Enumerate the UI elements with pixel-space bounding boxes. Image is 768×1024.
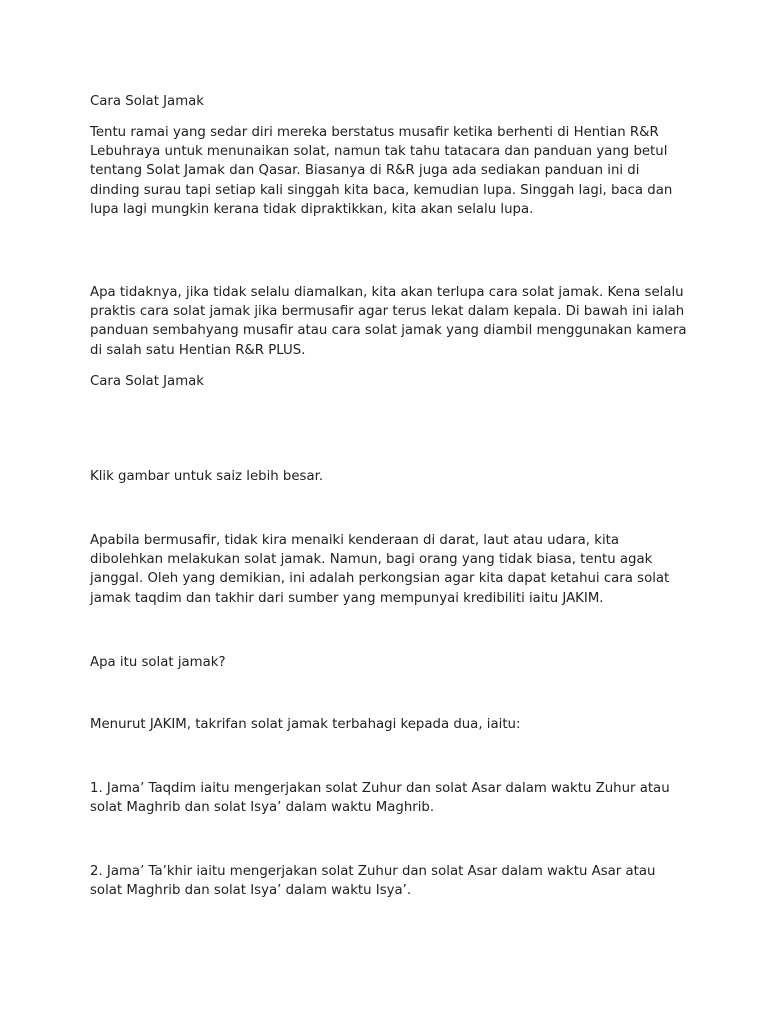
image-caption: Klik gambar untuk saiz lebih besar. [90, 469, 324, 484]
travel-paragraph: Apabila bermusafir, tidak kira menaiki kenderaan di darat, laut atau udara, kita dibolehkan melakukan solat jamak. Namun, bagi orang yang tidak biasa, tentu agak janggal. Oleh yang demikian, ini adalah perkongsian agar kita dapat ketahui cara solat jamak taqdim dan takhir dari sumber yang mempunyai kredibiliti iaitu JAKIM. [90, 533, 670, 606]
definition-paragraph: Menurut JAKIM, takrifan solat jamak terbahagi kepada dua, iaitu: [90, 717, 521, 732]
practice-paragraph: Apa tidaknya, jika tidak selalu diamalkan, kita akan terlupa cara solat jamak. Kena selalu praktis cara solat jamak jika bermusafir agar terus lekat dalam kepala. Di bawah ini ialah panduan sembahyang musafir atau cara solat jamak yang diambil menggunakan kamera di salah satu Hentian R&R PLUS. [90, 285, 687, 358]
list-item: 1. Jama’ Taqdim iaitu mengerjakan solat Zuhur dan solat Asar dalam waktu Zuhur atau solat Maghrib dan solat Isya’ dalam waktu Maghrib. [90, 781, 670, 816]
document-heading: Cara Solat Jamak [90, 94, 205, 109]
section-heading: Cara Solat Jamak [90, 374, 205, 389]
question-heading: Apa itu solat jamak? [90, 655, 226, 670]
list-item: 2. Jama’ Ta’khir iaitu mengerjakan solat Zuhur dan solat Asar dalam waktu Asar atau solat Maghrib dan solat Isya’ dalam waktu Isya’. [90, 864, 656, 899]
intro-paragraph: Tentu ramai yang sedar diri mereka berstatus musafir ketika berhenti di Hentian R&R Lebuhraya untuk menunaikan solat, namun tak tahu tatacara dan panduan yang betul tentang Solat Jamak dan Qasar. Biasanya di R&R juga ada sediakan panduan ini di dinding surau tapi setiap kali singgah kita baca, kemudian lupa. Singgah lagi, baca dan lupa lagi mungkin kerana tidak dipraktikkan, kita akan selalu lupa. [90, 125, 673, 217]
